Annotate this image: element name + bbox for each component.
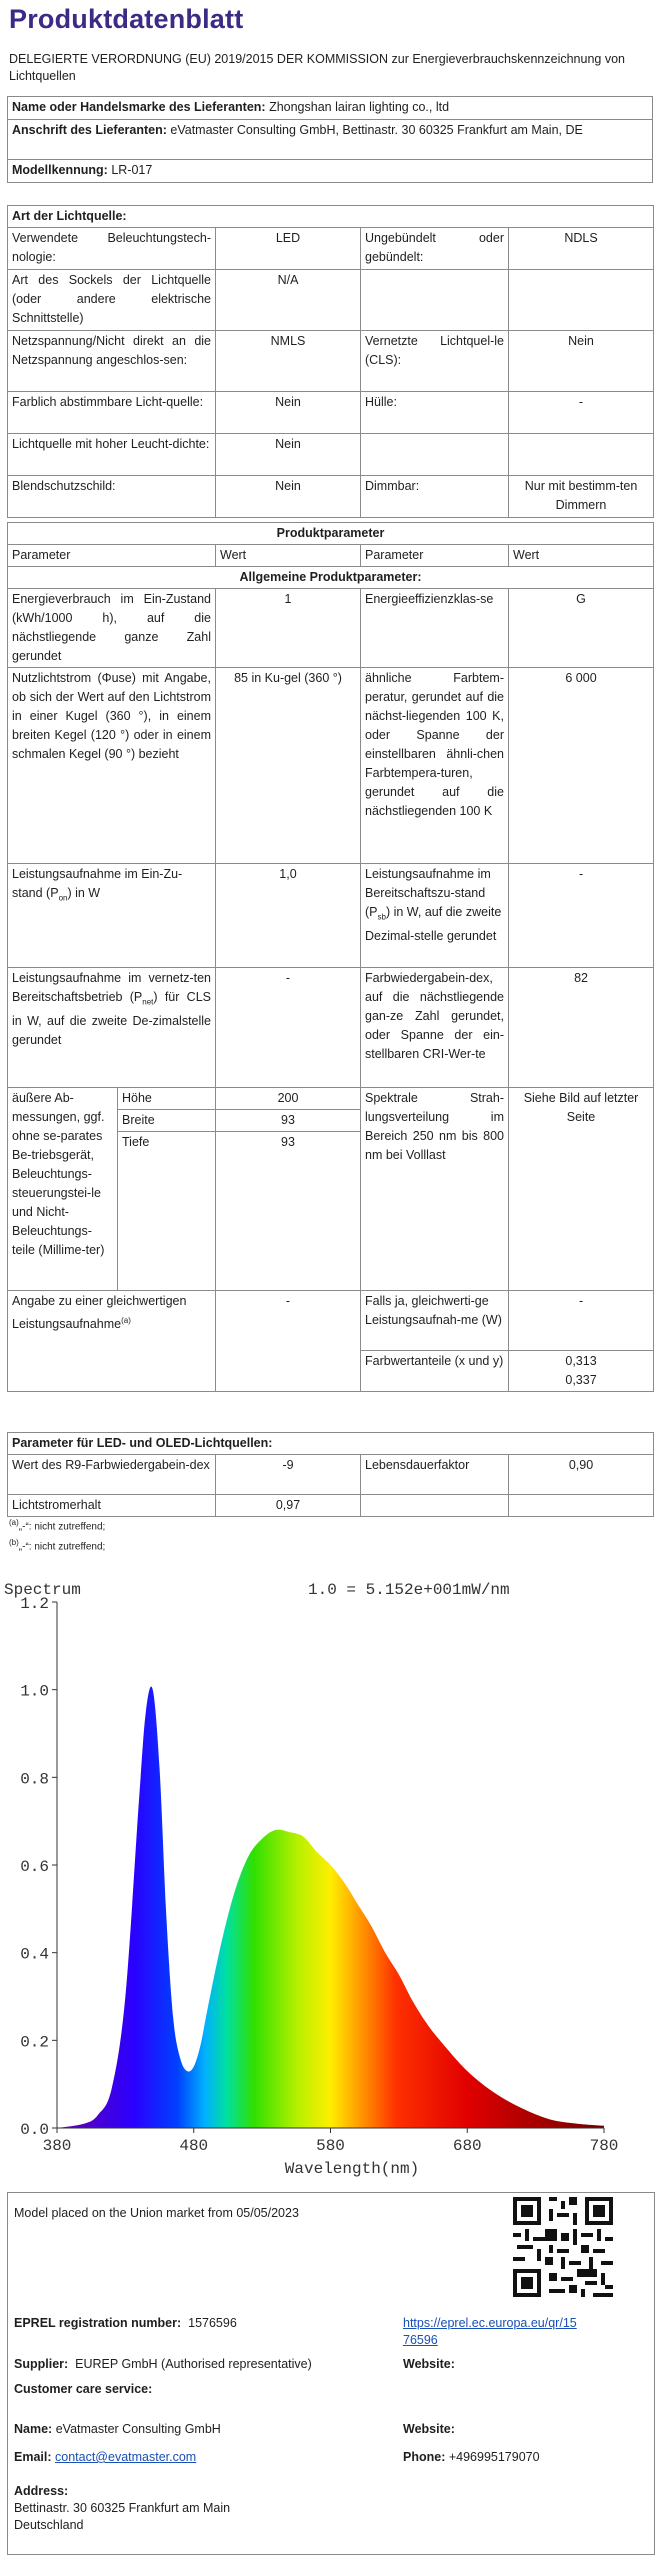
- ls-value: Nein: [509, 331, 654, 392]
- y-tick-label: 0.8: [20, 1770, 49, 1789]
- dimensions-label: äußere Ab-messungen, ggf. ohne se-parates Be-triebsgerät, Beleuchtungs-steuerungstei-le und Nicht-Beleuchtungs-teile (Millime-ter): [8, 1088, 118, 1291]
- ls-value: N/A: [216, 270, 361, 331]
- care-address-line-1: Bettinastr. 30 60325 Frankfurt am Main: [14, 2501, 231, 2515]
- supplier-address-cell: [8, 120, 653, 160]
- light-source-heading: Art der Lichtquelle:: [8, 206, 654, 228]
- r9-value: -9: [216, 1455, 361, 1495]
- ls-label: Hülle:: [361, 392, 509, 434]
- dim-name-depth: Tiefe: [118, 1132, 216, 1291]
- cri-value: 82: [509, 968, 654, 1088]
- ls-value: NMLS: [216, 331, 361, 392]
- ls-empty: [361, 270, 509, 331]
- dim-value-width: 93: [216, 1110, 361, 1132]
- survival-factor-label: Lebensdauerfaktor: [361, 1455, 509, 1495]
- model-value: LR-017: [111, 163, 153, 177]
- cct-label: ähnliche Farbtem-peratur, gerundet auf die nächst-liegenden 100 K, oder Spanne der einstellbaren ähnli-chen Farbtempera-turen, gerundet auf die nächstliegenden 100 K: [361, 668, 509, 864]
- chart-annotation: 1.0 = 5.152e+001mW/nm: [308, 1581, 510, 1599]
- product-parameter-table: [7, 522, 654, 1392]
- x-tick-label: 380: [42, 2137, 72, 2155]
- survival-factor-value: 0,90: [509, 1455, 654, 1495]
- supplier-row: [14, 2356, 312, 2373]
- luminous-flux-label: Nutzlichtstrom (Φuse) mit Angabe, ob sich der Wert auf den Lichtstrom in einer Kugel (360 °), in einem breiten Kegel (120 °) oder in einem schmalen Kegel (90 °) bezieht: [8, 668, 216, 864]
- care-email-label: Email:: [14, 2450, 52, 2464]
- eprel-qr-link[interactable]: https://eprel.ec.europa.eu/qr/15 76596: [403, 2316, 577, 2347]
- care-phone-value: +496995179070: [448, 2450, 540, 2464]
- reg-label: EPREL registration number:: [14, 2316, 182, 2330]
- y-tick-label: 0.6: [20, 1858, 49, 1876]
- lumen-maintenance-label: Lichtstromerhalt: [8, 1495, 216, 1517]
- supplier-name-value: Zhongshan lairan lighting co., ltd: [269, 100, 450, 114]
- dim-value-depth: 93: [216, 1132, 361, 1291]
- networked-standby-value: -: [216, 968, 361, 1088]
- footnote-a: $^{(a)}$„-“: nicht zutreffend;: [9, 1518, 106, 1533]
- supplier-name-cell: [8, 97, 653, 120]
- general-parameter-heading: Allgemeine Produktparameter:: [8, 567, 654, 589]
- cct-value: 6 000: [509, 668, 654, 864]
- x-axis-label: Wavelength(nm): [284, 2160, 420, 2178]
- r9-label: Wert des R9-Farbwiedergabein-dex: [8, 1455, 216, 1495]
- eprel-registration: [14, 2315, 237, 2332]
- eprel-info-box: [7, 2192, 655, 2555]
- spectrum-area: [57, 1686, 604, 2128]
- ls-label: Verwendete Beleuchtungstech-nologie:: [8, 228, 216, 270]
- ls-label: Art des Sockels der Lichtquelle (oder andere elektrische Schnittstelle): [8, 270, 216, 331]
- chromaticity-y: 0,337: [565, 1373, 597, 1387]
- equivalent-power-label: Angabe zu einer gleichwertigen Leistungsaufnahme$^{(a)}$: [8, 1291, 216, 1392]
- qr-code-icon: [513, 2197, 613, 2297]
- regulation-subtitle: DELEGIERTE VERORDNUNG (EU) 2019/2015 DER KOMMISSION zur Energieverbrauchskennzeichnung von Lichtquellen: [9, 52, 625, 83]
- ls-value: Nein: [216, 434, 361, 476]
- spectral-distribution-label: Spektrale Strah-lungsverteilung im Bereich 250 nm bis 800 nm bei Volllast: [361, 1088, 509, 1291]
- market-placement: Model placed on the Union market from 05/05/2023: [14, 2206, 299, 2220]
- care-phone-row: [403, 2449, 540, 2466]
- care-email-row: [14, 2449, 196, 2466]
- model-cell: [8, 160, 653, 183]
- ls-label: Ungebündelt oder gebündelt:: [361, 228, 509, 270]
- col-header-parameter: Parameter: [361, 545, 509, 567]
- dim-name-width: Breite: [118, 1110, 216, 1132]
- y-tick-label: 0.0: [20, 2121, 49, 2139]
- dim-value-height: 200: [216, 1088, 361, 1110]
- supplier-address-label: Anschrift des Lieferanten:: [12, 123, 167, 137]
- footnote-b: $^{(b)}$„-“: nicht zutreffend;: [9, 1538, 106, 1553]
- eprel-supplier-value: EUREP GmbH (Authorised representative): [75, 2357, 312, 2371]
- plot-area: [20, 1595, 618, 2155]
- care-email-link[interactable]: contact@evatmaster.com: [55, 2450, 197, 2464]
- chromaticity-label: Farbwertanteile (x und y): [361, 1351, 509, 1392]
- standby-power-label: Leistungsaufnahme im Bereitschaftszu-stand $(P_{sb})$ in W, auf die zweite Dezimal-stelle gerundet: [361, 864, 509, 968]
- networked-standby-label: Leistungsaufnahme im vernetz-ten Bereitschaftsbetrieb $(P_{net})$ für CLS in W, auf die zweite De-zimalstelle gerundet: [8, 968, 216, 1088]
- ls-value: Nur mit bestimm-ten Dimmern: [509, 476, 654, 518]
- care-name-value: eVatmaster Consulting GmbH: [55, 2422, 221, 2436]
- ls-empty: [361, 434, 509, 476]
- y-tick-label: 1.0: [20, 1682, 49, 1701]
- supplier-name-label: Name oder Handelsmarke des Lieferanten:: [12, 100, 266, 114]
- supplier-table: [7, 96, 653, 183]
- energy-consumption-label: Energieverbrauch im Ein-Zustand (kWh/1000 h), auf die nächstliegende ganze Zahl gerundet: [8, 589, 216, 668]
- care-address-label: Address:: [14, 2484, 69, 2498]
- model-label: Modellkennung:: [12, 163, 108, 177]
- energy-class-label: Energieeffizienzklas-se: [361, 589, 509, 668]
- x-tick-label: 580: [316, 2137, 345, 2155]
- cri-label: Farbwiedergabein-dex, auf die nächstliegende gan-ze Zahl gerundet, oder Spanne der ein-stellbaren CRI-Wer-te: [361, 968, 509, 1088]
- y-tick-label: 1.2: [20, 1595, 49, 1613]
- x-tick-label: 780: [589, 2137, 619, 2155]
- reg-value: 1576596: [188, 2316, 237, 2330]
- supplier-address-value: eVatmaster Consulting GmbH, Bettinastr. 30 60325 Frankfurt am Main, DE: [170, 123, 583, 137]
- x-tick-label: 680: [452, 2137, 482, 2155]
- on-mode-power-label: Leistungsaufnahme im Ein-Zu-stand $(P_{on})$ in W: [8, 864, 216, 968]
- care-name-row: [14, 2421, 221, 2438]
- ls-label: Netzspannung/Nicht direkt an die Netzspannung angeschlos-sen:: [8, 331, 216, 392]
- ls-empty: [509, 434, 654, 476]
- energy-consumption-value: 1: [216, 589, 361, 668]
- care-name-label: Name:: [14, 2422, 53, 2436]
- luminous-flux-value: 85 in Ku-gel (360 °): [216, 668, 361, 864]
- ls-value: Nein: [216, 392, 361, 434]
- dim-name-height: Höhe: [118, 1088, 216, 1110]
- care-website-label: Website:: [403, 2422, 455, 2436]
- equivalent-power-w-label: Falls ja, gleichwerti-ge Leistungsaufnah-me (W): [361, 1291, 509, 1351]
- ls-empty: [509, 270, 654, 331]
- col-header-value: Wert: [509, 545, 654, 567]
- chromaticity-value: [509, 1351, 654, 1392]
- ls-value: NDLS: [509, 228, 654, 270]
- ls-label: Vernetzte Lichtquel-le (CLS):: [361, 331, 509, 392]
- y-tick-label: 0.4: [20, 1945, 49, 1964]
- lumen-maintenance-value: 0,97: [216, 1495, 361, 1517]
- care-address-line-2: Deutschland: [14, 2518, 84, 2532]
- ls-label: Lichtquelle mit hoher Leucht-dichte:: [8, 434, 216, 476]
- equivalent-power-w-value: -: [509, 1291, 654, 1351]
- light-source-table: [7, 205, 654, 518]
- led-parameter-table: [7, 1432, 654, 1517]
- led-empty: [361, 1495, 509, 1517]
- col-header-parameter: Parameter: [8, 545, 216, 567]
- standby-power-value: -: [509, 864, 654, 968]
- energy-class-value: G: [509, 589, 654, 668]
- ls-label: Dimmbar:: [361, 476, 509, 518]
- col-header-value: Wert: [216, 545, 361, 567]
- page-title: Produktdatenblatt: [9, 4, 244, 34]
- led-parameter-heading: Parameter für LED- und OLED-Lichtquellen:: [8, 1433, 654, 1455]
- equivalent-power-value: -: [216, 1291, 361, 1392]
- chart-title: Spectrum: [4, 1581, 81, 1599]
- ls-value: -: [509, 392, 654, 434]
- care-phone-label: Phone:: [403, 2450, 446, 2464]
- on-mode-power-value: 1,0: [216, 864, 361, 968]
- spectral-distribution-value: Siehe Bild auf letzter Seite: [509, 1088, 654, 1291]
- ls-value: LED: [216, 228, 361, 270]
- y-tick-label: 0.2: [20, 2033, 49, 2052]
- chromaticity-x: 0,313: [565, 1354, 597, 1368]
- ls-value: Nein: [216, 476, 361, 518]
- product-parameter-heading: Produktparameter: [8, 523, 654, 545]
- spectrum-chart: [0, 1580, 659, 2180]
- ls-label: Farblich abstimmbare Licht-quelle:: [8, 392, 216, 434]
- led-empty: [509, 1495, 654, 1517]
- x-tick-label: 480: [179, 2137, 209, 2155]
- website-label: Website:: [403, 2357, 455, 2371]
- eprel-supplier-label: Supplier:: [14, 2357, 69, 2371]
- ls-label: Blendschutzschild:: [8, 476, 216, 518]
- customer-care-heading: Customer care service:: [14, 2382, 153, 2396]
